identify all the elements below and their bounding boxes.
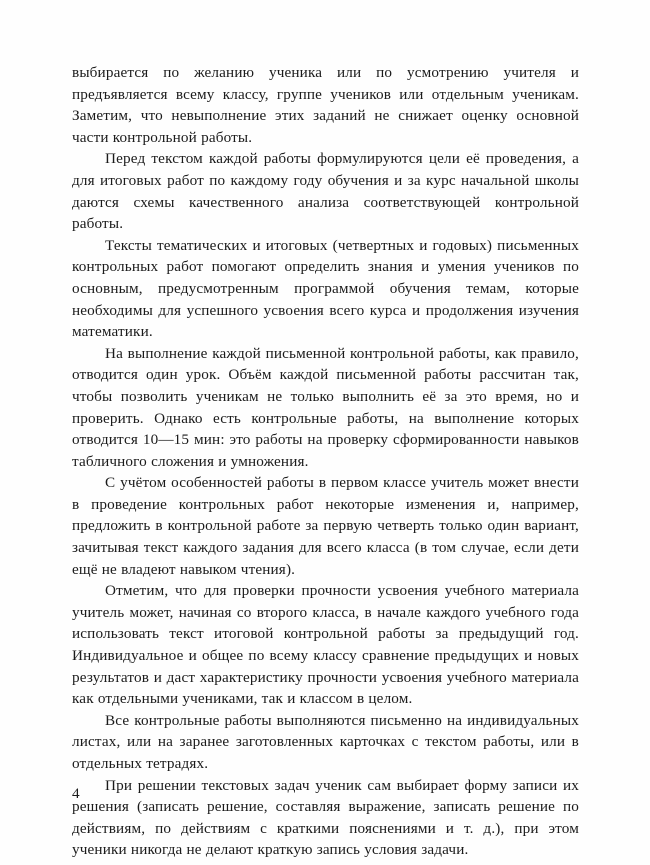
- page-number: 4: [72, 785, 80, 802]
- paragraph: Тексты тематических и итоговых (четвертных и годовых) письменных контрольных работ помогают определить знания и умения учеников по основным, предусмотренным программой обучения темам, которые необходимы для успешного усвоения всего курса и продолжения изучения математики.: [72, 236, 579, 341]
- paragraph: Перед текстом каждой работы формулируются цели её проведения, а для итоговых работ по каждому году обучения и за курс начальной школы даются схемы качественного анализа соответствующей контрольной работы.: [72, 150, 579, 233]
- paragraph: Все контрольные работы выполняются письменно на индивидуальных листах, или на заранее заготовленных карточках с текстом работы, или в отдельных тетрадях.: [72, 711, 579, 772]
- paragraph: С учётом особенностей работы в первом классе учитель может внести в проведение контрольных работ некоторые изменения и, например, предложить в контрольной работе за первую четверть только один вариант, зачитывая текст каждого задания для всего класса (в том случае, если дети ещё не владеют навыком чтения).: [72, 474, 579, 578]
- paragraph: выбирается по желанию ученика или по усмотрению учителя и предъявляется всему классу, группе учеников или отдельным ученикам. Заметим, что невыполнение этих заданий не снижает оценку основной части контрольной работы.: [72, 64, 579, 146]
- page-text-block: [72, 62, 579, 861]
- paragraph: Отметим, что для проверки прочности усвоения учебного материала учитель может, начиная со второго класса, в начале каждого учебного года использовать текст итоговой контрольной работы за предыдущий год. Индивидуальное и общее по всему классу сравнение предыдущих и новых результатов и даст характеристику прочности усвоения учебного материала как отдельными учениками, так и классом в целом.: [72, 582, 579, 708]
- paragraph: На выполнение каждой письменной контрольной работы, как правило, отводится один урок. Объём каждой письменной работы рассчитан так, чтобы позволить ученикам не только выполнить её за это время, но и проверить. Однако есть контрольные работы, на выполнение которых отводится 10—15 мин: это работы на проверку сформированности навыков табличного сложения и умножения.: [72, 344, 579, 470]
- paragraph: При решении текстовых задач ученик сам выбирает форму записи их решения (записать решение, составляя выражение, записать решение по действиям, по действиям с краткими пояснениями и т. д.), при этом ученики никогда не делают краткую запись условия задачи.: [72, 776, 579, 859]
